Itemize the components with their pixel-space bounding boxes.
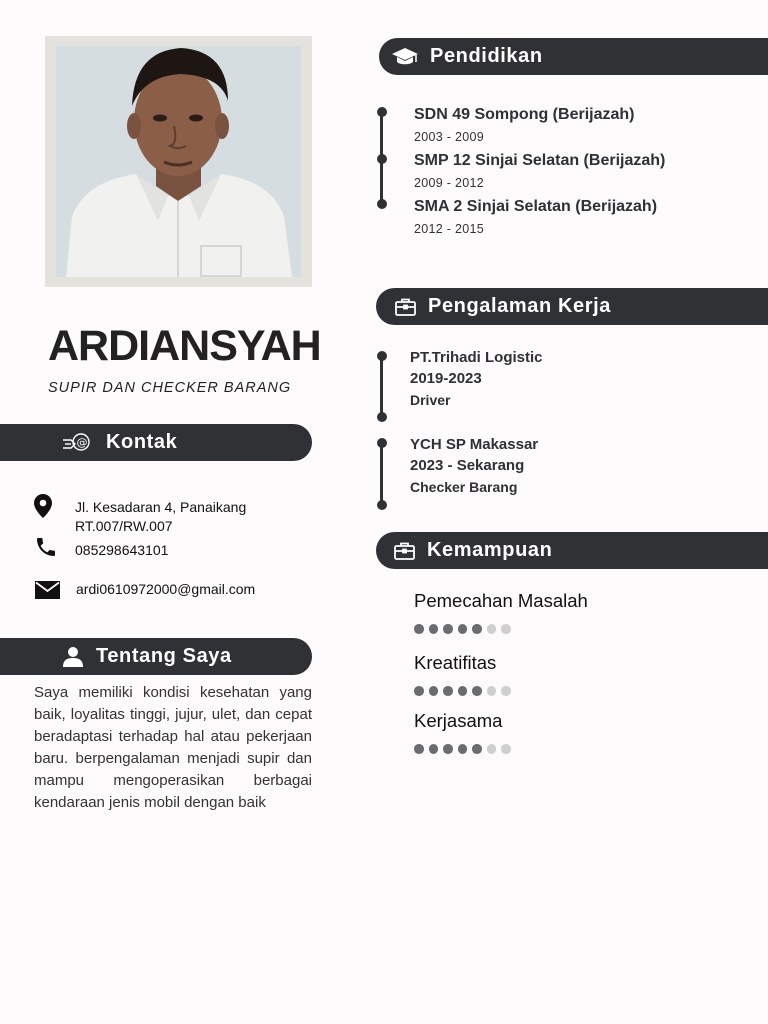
contact-hand-icon <box>60 431 96 455</box>
profile-name: ARDIANSYAH <box>48 322 321 370</box>
skill-dot-filled <box>414 744 424 754</box>
about-section-header <box>0 638 312 675</box>
timeline-dot <box>377 154 387 164</box>
profile-photo-frame <box>45 36 312 287</box>
email-icon <box>34 580 60 600</box>
experience-item <box>410 436 538 495</box>
briefcase-icon <box>394 298 416 316</box>
timeline-dot <box>377 438 387 448</box>
experience-role: Driver <box>410 392 451 408</box>
skills-title: Kemampuan <box>427 539 553 561</box>
skill-dot-filled <box>443 744 453 754</box>
user-icon <box>62 646 84 668</box>
skill-dot-empty <box>487 624 497 634</box>
contact-section-header <box>0 424 312 461</box>
skill-dot-filled <box>458 624 468 634</box>
experience-item <box>410 349 543 408</box>
contact-address <box>75 498 246 536</box>
experience-title: Pengalaman Kerja <box>428 295 612 317</box>
skill-name: Kreatifitas <box>414 652 497 673</box>
skill-dot-filled <box>443 686 453 696</box>
skill-dot-filled <box>458 744 468 754</box>
location-pin-icon <box>33 493 53 518</box>
skill-rating <box>414 686 511 696</box>
address-line-2: RT.007/RW.007 <box>75 518 173 534</box>
skill-dot-filled <box>429 624 439 634</box>
skills-section-header <box>376 532 768 569</box>
experience-timeline-line <box>380 443 383 505</box>
experience-role: Checker Barang <box>410 479 518 495</box>
skill-dot-empty <box>501 744 511 754</box>
skill-dot-empty <box>487 686 497 696</box>
timeline-dot <box>377 199 387 209</box>
profile-photo <box>56 46 301 277</box>
education-school: SMP 12 Sinjai Selatan (Berijazah) <box>414 152 666 169</box>
skill-dot-empty <box>487 744 497 754</box>
skill-dot-filled <box>458 686 468 696</box>
skill-rating <box>414 624 588 634</box>
skill-name: Kerjasama <box>414 710 503 731</box>
svg-text:@: @ <box>76 435 88 449</box>
skill-dot-filled <box>472 744 482 754</box>
profile-role: SUPIR DAN CHECKER BARANG <box>48 380 292 396</box>
timeline-dot <box>377 107 387 117</box>
address-line-1: Jl. Kesadaran 4, Panaikang <box>75 499 247 515</box>
skill-item <box>414 652 511 696</box>
briefcase-icon <box>393 542 415 560</box>
education-item <box>414 152 665 190</box>
skill-dot-filled <box>414 686 424 696</box>
contact-email: ardi0610972000@gmail.com <box>76 581 256 597</box>
skill-rating <box>414 744 511 754</box>
contact-phone: 085298643101 <box>75 542 169 558</box>
graduation-cap-icon <box>391 47 419 67</box>
experience-years: 2019-2023 <box>410 370 482 387</box>
about-title: Tentang Saya <box>96 645 232 667</box>
timeline-dot <box>377 351 387 361</box>
skill-dot-empty <box>501 686 511 696</box>
education-item <box>414 106 634 144</box>
skill-dot-empty <box>501 624 511 634</box>
skill-dot-filled <box>472 686 482 696</box>
experience-company: YCH SP Makassar <box>410 436 539 453</box>
skill-dot-filled <box>443 624 453 634</box>
education-title: Pendidikan <box>430 45 543 67</box>
education-section-header <box>379 38 768 75</box>
skill-dot-filled <box>414 624 424 634</box>
timeline-dot <box>377 412 387 422</box>
experience-years: 2023 - Sekarang <box>410 457 525 474</box>
phone-icon <box>33 535 59 559</box>
experience-section-header <box>376 288 768 325</box>
education-item <box>414 198 657 236</box>
timeline-dot <box>377 500 387 510</box>
skill-dot-filled <box>472 624 482 634</box>
education-years: 2003 - 2009 <box>414 130 485 144</box>
experience-timeline-line <box>380 356 383 417</box>
contact-title: Kontak <box>106 431 178 453</box>
skill-item <box>414 710 511 754</box>
skill-name: Pemecahan Masalah <box>414 590 588 611</box>
skill-dot-filled <box>429 744 439 754</box>
education-school: SMA 2 Sinjai Selatan (Berijazah) <box>414 198 658 215</box>
skill-item <box>414 590 588 634</box>
about-text: Saya memiliki kondisi kesehatan yang baik, loyalitas tinggi, jujur, ulet, dan cepat beradaptasi terhadap hal atau pekerjaan baru. berpengalaman menjadi supir dan mampu mengoperasikan berbagai kendaraan jenis mobil dengan baik <box>34 684 312 811</box>
skill-dot-filled <box>429 686 439 696</box>
education-school: SDN 49 Sompong (Berijazah) <box>414 106 635 123</box>
experience-company: PT.Trihadi Logistic <box>410 349 543 366</box>
education-years: 2009 - 2012 <box>414 176 485 190</box>
education-years: 2012 - 2015 <box>414 222 485 236</box>
